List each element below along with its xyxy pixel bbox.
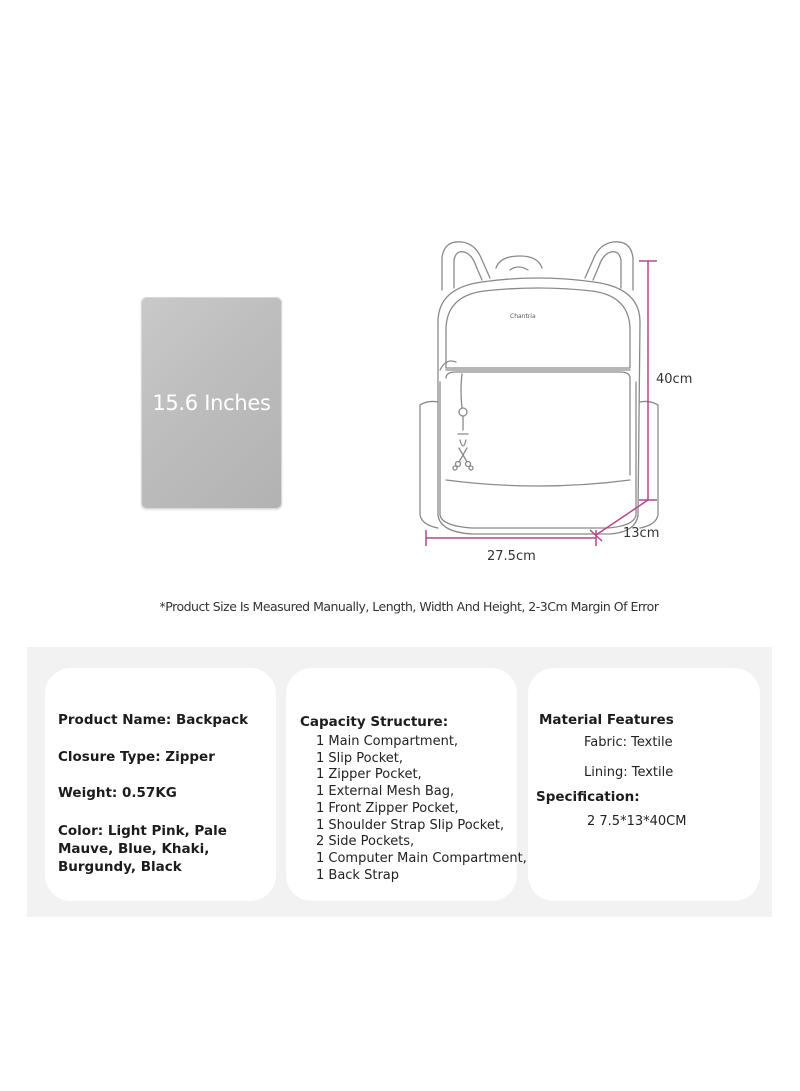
closure-type: Closure Type: Zipper: [58, 749, 215, 765]
list-item: 1 Slip Pocket,: [316, 750, 404, 766]
list-item: 1 Front Zipper Pocket,: [316, 800, 459, 816]
backpack-line-drawing: [410, 230, 700, 575]
list-item: 1 Back Strap: [316, 867, 400, 883]
weight: Weight: 0.57KG: [58, 785, 177, 801]
color-options: Color: Light Pink, Pale Mauve, Blue, Khaki, Burgundy, Black: [58, 823, 227, 875]
lining: Lining: Textile: [584, 765, 674, 780]
width-dimension-label: 27.5cm: [487, 549, 536, 564]
laptop-size-label: 15.6 Inches: [152, 391, 271, 415]
capacity-list: [316, 734, 527, 884]
laptop-illustration: [141, 297, 282, 509]
product-name: Product Name: Backpack: [58, 712, 249, 728]
list-item: 1 Computer Main Compartment,: [316, 850, 527, 866]
list-item: 2 Side Pockets,: [316, 834, 415, 850]
backpack-brand-label: Chantria: [510, 313, 536, 320]
list-item: 1 Shoulder Strap Slip Pocket,: [316, 817, 505, 833]
capacity-card: [286, 668, 527, 901]
specification-value: 2 7.5*13*40CM: [587, 814, 687, 829]
material-card: [528, 668, 760, 901]
fabric: Fabric: Textile: [584, 735, 673, 750]
capacity-title: Capacity Structure:: [300, 714, 449, 730]
spec-panel: [27, 647, 772, 917]
material-title: Material Features: [539, 712, 674, 728]
list-item: 1 Main Compartment,: [316, 734, 459, 749]
measurement-note: *Product Size Is Measured Manually, Length, Width And Height, 2-3Cm Margin Of Error: [159, 599, 659, 614]
list-item: 1 Zipper Pocket,: [316, 767, 422, 783]
depth-dimension-label: 13cm: [623, 526, 660, 541]
basic-info-card: [45, 668, 276, 901]
specification-title: Specification:: [536, 789, 640, 805]
height-dimension-label: 40cm: [656, 372, 693, 387]
list-item: 1 External Mesh Bag,: [316, 784, 455, 800]
